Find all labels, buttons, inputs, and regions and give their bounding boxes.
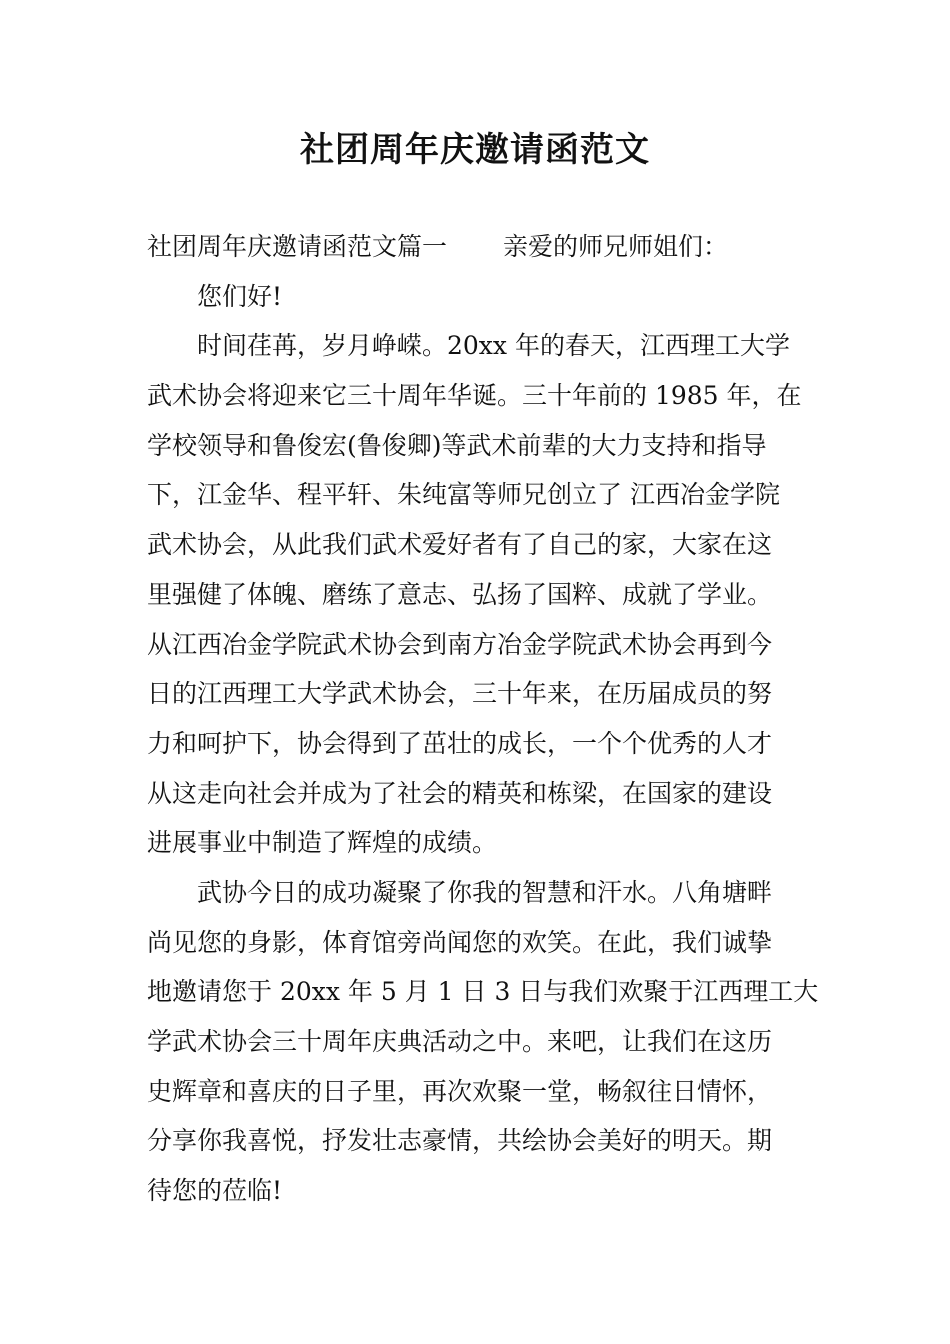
paragraph-line: 从江西冶金学院武术协会到南方冶金学院武术协会再到今 xyxy=(147,629,773,659)
document-body xyxy=(147,222,819,1216)
paragraph-line: 武协今日的成功凝聚了你我的智慧和汗水。八角塘畔 xyxy=(197,877,773,907)
paragraph-line: 史辉章和喜庆的日子里，再次欢聚一堂，畅叙往日情怀， xyxy=(147,1076,773,1106)
paragraph-line: 学武术协会三十周年庆典活动之中。来吧，让我们在这历 xyxy=(147,1027,773,1056)
paragraph-line: 分享你我喜悦，抒发壮志豪情，共绘协会美好的明天。期 xyxy=(147,1126,773,1156)
paragraph-line: 学校领导和鲁俊宏(鲁俊卿)等武术前辈的大力支持和指导 xyxy=(147,430,767,460)
paragraph-line: 武术协会，从此我们武术爱好者有了自己的家，大家在这 xyxy=(147,530,773,560)
paragraph-line: 时间荏苒，岁月峥嵘。20xx 年的春天，江西理工大学 xyxy=(197,331,790,361)
document-title: 社团周年庆邀请函范文 xyxy=(300,130,650,170)
paragraph-line: 尚见您的身影，体育馆旁尚闻您的欢笑。在此，我们诚挚 xyxy=(147,927,773,957)
paragraph-line: 日的江西理工大学武术协会，三十年来，在历届成员的努 xyxy=(147,679,773,709)
greeting: 您们好! xyxy=(197,281,283,311)
paragraph-line: 从这走向社会并成为了社会的精英和栋梁，在国家的建设 xyxy=(147,778,773,808)
paragraph-line: 力和呵护下，协会得到了茁壮的成长，一个个优秀的人才 xyxy=(147,728,773,758)
heading-line xyxy=(147,222,807,272)
paragraph-line: 武术协会将迎来它三十周年华诞。三十年前的 1985 年，在 xyxy=(147,381,802,411)
section-label: 社团周年庆邀请函范文篇一 xyxy=(147,232,448,261)
paragraph-line: 下，江金华、程平轩、朱纯富等师兄创立了 江西冶金学院 xyxy=(147,480,780,510)
paragraph-line: 地邀请您于 20xx 年 5 月 1 日 3 日与我们欢聚于江西理工大 xyxy=(147,977,819,1007)
paragraph-line: 进展事业中制造了辉煌的成绩。 xyxy=(147,828,498,858)
paragraph-line: 里强健了体魄、磨练了意志、弘扬了国粹、成就了学业。 xyxy=(147,579,773,609)
salutation: 亲爱的师兄师姐们： xyxy=(503,232,729,261)
paragraph-line: 待您的莅临! xyxy=(147,1176,283,1206)
